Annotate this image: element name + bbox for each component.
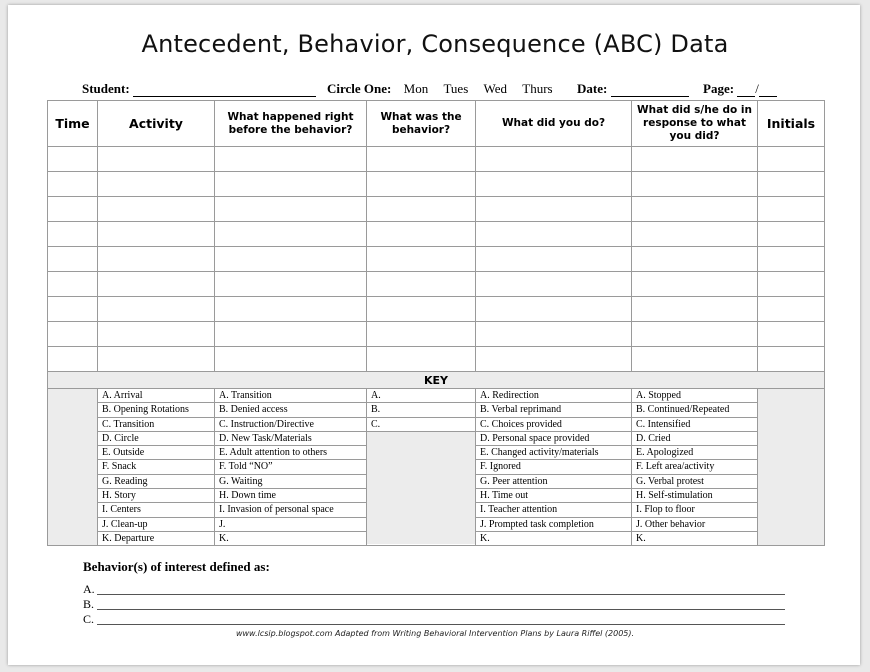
day-wed[interactable]: Wed	[483, 81, 508, 96]
list-item: J. Prompted task completion	[476, 518, 631, 532]
list-item: B. Continued/Repeated	[632, 403, 757, 417]
page-total-blank[interactable]	[759, 84, 777, 97]
col-header-behavior: What was the behavior?	[367, 101, 476, 147]
key-initials-blank	[758, 389, 825, 546]
student-label: Student:	[82, 81, 130, 96]
list-item: K. Departure	[102, 532, 155, 544]
behavior-label-a: A.	[83, 582, 95, 596]
list-item: C. Transition	[98, 418, 214, 432]
table-row	[48, 297, 825, 322]
behavior-line-a[interactable]	[97, 594, 785, 595]
list-item: G. Verbal protest	[632, 475, 757, 489]
col-header-response: What did you do?	[476, 101, 632, 147]
page-label: Page:	[703, 81, 735, 96]
list-item: A. Stopped	[632, 389, 757, 403]
list-item: E. Apologized	[632, 446, 757, 460]
key-behavior-blank	[367, 432, 475, 544]
list-item: K.	[480, 532, 490, 544]
table-header-row	[48, 101, 825, 147]
date-label: Date:	[577, 81, 608, 96]
col-header-student-response: What did s/he do in response to what you did?	[632, 101, 758, 147]
col-header-initials: Initials	[758, 101, 825, 147]
list-item: D. Personal space provided	[476, 432, 631, 446]
list-item: G. Peer attention	[476, 475, 631, 489]
list-item: A. Transition	[215, 389, 366, 403]
page-number-blank[interactable]	[737, 84, 755, 97]
behavior-label-c: C.	[83, 612, 95, 626]
key-antecedent-list	[215, 389, 367, 546]
behavior-definition-a	[83, 582, 95, 597]
list-item: A.	[367, 389, 475, 403]
list-item: E. Changed activity/materials	[476, 446, 631, 460]
key-behavior-list	[367, 389, 476, 546]
table-row	[48, 322, 825, 347]
list-item: J.	[215, 518, 366, 532]
list-item: C. Instruction/Directive	[215, 418, 366, 432]
key-label: KEY	[48, 372, 825, 389]
list-item: G. Waiting	[215, 475, 366, 489]
list-item: B.	[367, 403, 475, 417]
list-item: C. Intensified	[632, 418, 757, 432]
behavior-line-c[interactable]	[97, 624, 785, 625]
list-item: B. Opening Rotations	[98, 403, 214, 417]
abc-data-table	[47, 100, 825, 546]
table-row	[48, 272, 825, 297]
student-blank[interactable]	[133, 84, 316, 97]
list-item: K.	[219, 532, 229, 544]
list-item: F. Left area/activity	[632, 460, 757, 474]
list-item: H. Self-stimulation	[632, 489, 757, 503]
list-item: J. Clean-up	[98, 518, 214, 532]
list-item: H. Time out	[476, 489, 631, 503]
day-selector	[327, 81, 553, 97]
date-field	[577, 81, 689, 97]
footer-credit: www.lcsip.blogspot.com Adapted from Writing Behavioral Intervention Plans by Laura Riffel (2005).	[235, 629, 635, 638]
col-header-time: Time	[48, 101, 98, 147]
page-separator: /	[755, 81, 759, 96]
list-item: H. Down time	[215, 489, 366, 503]
table-row	[48, 172, 825, 197]
student-field	[82, 81, 316, 97]
key-row	[48, 389, 825, 546]
list-item: D. Circle	[98, 432, 214, 446]
list-item: A. Redirection	[476, 389, 631, 403]
list-item: B. Verbal reprimand	[476, 403, 631, 417]
list-item: A. Arrival	[98, 389, 214, 403]
list-item: I. Teacher attention	[476, 503, 631, 517]
page-title: Antecedent, Behavior, Consequence (ABC) Data	[141, 30, 729, 58]
list-item: D. New Task/Materials	[215, 432, 366, 446]
key-activity-list	[98, 389, 215, 546]
list-item: D. Cried	[632, 432, 757, 446]
list-item: I. Centers	[98, 503, 214, 517]
behavior-definition-c	[83, 612, 94, 627]
key-response-list	[476, 389, 632, 546]
list-item: E. Adult attention to others	[215, 446, 366, 460]
table-row	[48, 197, 825, 222]
table-row	[48, 247, 825, 272]
col-header-activity: Activity	[98, 101, 215, 147]
list-item: G. Reading	[98, 475, 214, 489]
col-header-antecedent: What happened right before the behavior?	[215, 101, 367, 147]
list-item: F. Snack	[98, 460, 214, 474]
day-mon[interactable]: Mon	[403, 81, 429, 96]
list-item: I. Flop to floor	[632, 503, 757, 517]
table-row	[48, 147, 825, 172]
list-item: F. Told “NO”	[215, 460, 366, 474]
circle-label: Circle One:	[327, 81, 392, 96]
table-row	[48, 347, 825, 372]
behaviors-title: Behavior(s) of interest defined as:	[83, 559, 270, 574]
behavior-definition-b	[83, 597, 94, 612]
day-tues[interactable]: Tues	[443, 81, 469, 96]
list-item: B. Denied access	[215, 403, 366, 417]
list-item: J. Other behavior	[632, 518, 757, 532]
page-field	[703, 81, 777, 97]
date-blank[interactable]	[611, 84, 689, 97]
list-item: E. Outside	[98, 446, 214, 460]
day-thurs[interactable]: Thurs	[522, 81, 553, 96]
list-item: H. Story	[98, 489, 214, 503]
behavior-label-b: B.	[83, 597, 95, 611]
list-item: I. Invasion of personal space	[215, 503, 366, 517]
key-student-response-list	[632, 389, 758, 546]
list-item: C.	[367, 418, 475, 432]
list-item: K.	[636, 532, 646, 544]
key-header-row	[48, 372, 825, 389]
list-item: F. Ignored	[476, 460, 631, 474]
list-item: C. Choices provided	[476, 418, 631, 432]
table-row	[48, 222, 825, 247]
behavior-line-b[interactable]	[97, 609, 785, 610]
key-time-blank	[48, 389, 98, 546]
